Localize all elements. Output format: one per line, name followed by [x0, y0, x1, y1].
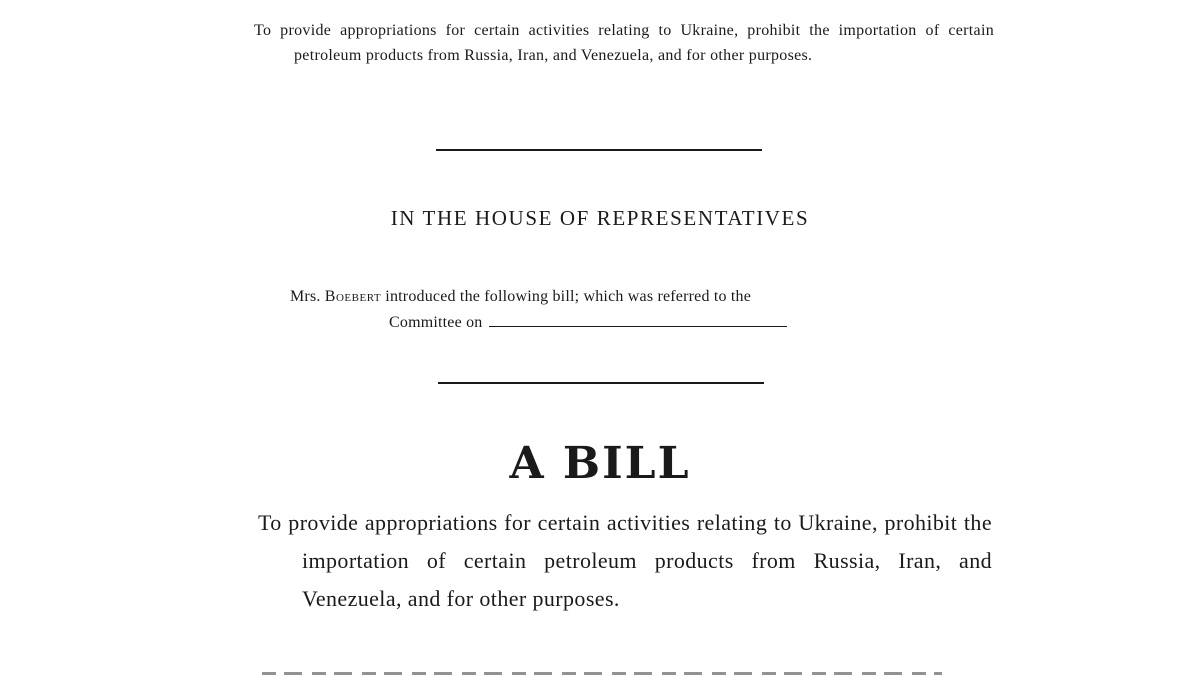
- introduction-statement: [290, 284, 930, 336]
- divider-rule: [438, 382, 764, 384]
- introduction-text: introduced the following bill; which was referred to the: [385, 288, 752, 305]
- sponsor-prefix: Mrs.: [290, 288, 321, 305]
- committee-blank: [489, 312, 787, 327]
- committee-line: [290, 310, 930, 336]
- bill-heading: A BILL: [509, 438, 691, 489]
- divider-rule: [436, 149, 762, 151]
- sponsor-name: Boebert: [324, 288, 382, 305]
- committee-label: Committee on: [389, 314, 483, 331]
- cut-off-text-line: [262, 664, 942, 675]
- chamber-heading: IN THE HOUSE OF REPRESENTATIVES: [390, 206, 810, 230]
- short-title: To provide appropriations for certain activities relating to Ukraine, prohibit the importation of certain petroleum products from Russia, Iran, and Venezuela, and for other purposes.: [254, 22, 994, 64]
- bill-purpose: To provide appropriations for certain activities relating to Ukraine, prohibit the importation of certain petroleum products from Russia, Iran, and Venezuela, and for other purposes.: [258, 510, 992, 611]
